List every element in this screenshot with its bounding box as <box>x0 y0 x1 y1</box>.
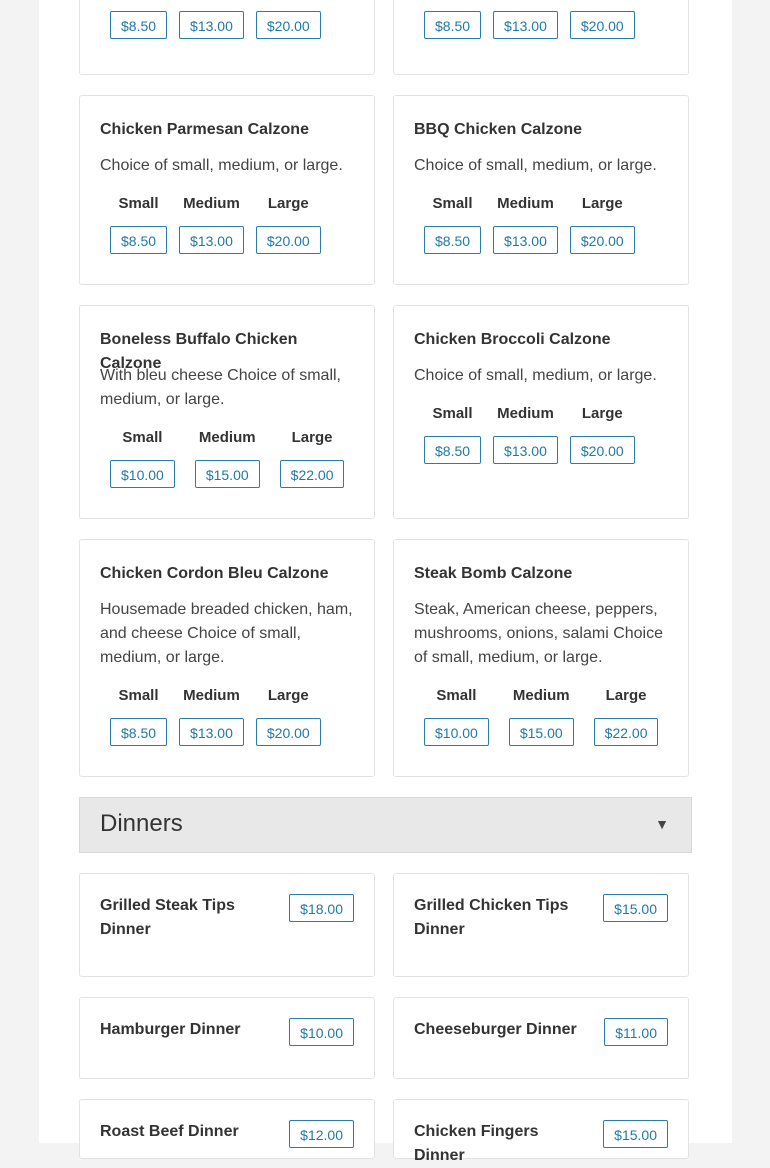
size-options <box>414 684 668 746</box>
item-title: Chicken Broccoli Calzone <box>414 331 611 348</box>
price-button[interactable]: $8.50 <box>110 718 167 746</box>
size-label: Large <box>291 429 333 446</box>
menu-item-card[interactable] <box>79 997 375 1079</box>
size-label: Small <box>432 195 473 212</box>
item-title: Grilled Chicken Tips Dinner <box>414 897 569 938</box>
size-label: Small <box>118 195 159 212</box>
menu-item-card[interactable] <box>79 95 375 285</box>
menu-item-card[interactable] <box>393 305 689 519</box>
size-options <box>414 192 668 254</box>
price-button[interactable]: $20.00 <box>570 226 635 254</box>
item-title: Hamburger Dinner <box>100 1021 241 1038</box>
size-label: Medium <box>497 405 554 422</box>
size-label: Medium <box>183 195 240 212</box>
size-label: Small <box>432 405 473 422</box>
size-label: Large <box>267 195 309 212</box>
price-button[interactable]: $11.00 <box>604 1018 668 1046</box>
price-button[interactable]: $15.00 <box>509 718 574 746</box>
item-description: Choice of small, medium, or large. <box>100 157 343 174</box>
price-button[interactable]: $13.00 <box>179 11 244 39</box>
price-button[interactable]: $15.00 <box>603 894 668 922</box>
menu-item-card[interactable] <box>393 873 689 977</box>
price-button[interactable]: $20.00 <box>256 11 321 39</box>
price-button[interactable]: $22.00 <box>594 718 659 746</box>
price-button[interactable]: $8.50 <box>424 436 481 464</box>
size-label: Large <box>581 195 623 212</box>
price-button[interactable]: $13.00 <box>179 718 244 746</box>
price-button[interactable]: $8.50 <box>424 226 481 254</box>
size-options <box>414 0 668 39</box>
price-button[interactable]: $13.00 <box>493 226 558 254</box>
price-button[interactable]: $13.00 <box>493 436 558 464</box>
size-label: Small <box>122 429 163 446</box>
size-label: Small <box>118 687 159 704</box>
size-label: Medium <box>198 429 256 446</box>
price-button[interactable]: $10.00 <box>110 460 175 488</box>
item-title: Cheeseburger Dinner <box>414 1021 577 1038</box>
price-button[interactable]: $10.00 <box>424 718 489 746</box>
price-button[interactable]: $15.00 <box>195 460 260 488</box>
chevron-down-icon[interactable]: ▼ <box>655 816 669 832</box>
item-title: Roast Beef Dinner <box>100 1123 239 1140</box>
size-label: Large <box>605 687 647 704</box>
price-button[interactable]: $8.50 <box>110 11 167 39</box>
menu-item-card[interactable] <box>79 305 375 519</box>
item-title: Chicken Fingers Dinner <box>414 1123 539 1164</box>
menu-item-card[interactable] <box>79 873 375 977</box>
item-title: Boneless Buffalo Chicken Calzone <box>100 331 298 372</box>
size-options <box>414 402 668 464</box>
item-description: With bleu cheese Choice of small, medium, or large. <box>100 367 341 408</box>
item-title: Chicken Cordon Bleu Calzone <box>100 565 329 582</box>
price-button[interactable]: $15.00 <box>603 1120 668 1148</box>
menu-item-card[interactable] <box>393 1099 689 1164</box>
price-button[interactable]: $13.00 <box>493 11 558 39</box>
item-title: BBQ Chicken Calzone <box>414 121 583 138</box>
menu-item-card[interactable] <box>393 0 689 75</box>
size-options <box>100 684 354 746</box>
menu-item-card[interactable] <box>79 0 375 75</box>
price-button[interactable]: $18.00 <box>289 894 354 922</box>
menu-item-card[interactable] <box>79 539 375 777</box>
size-label: Medium <box>512 687 570 704</box>
item-title: Steak Bomb Calzone <box>414 565 573 582</box>
price-button[interactable]: $12.00 <box>289 1120 354 1148</box>
item-description: Choice of small, medium, or large. <box>414 367 657 384</box>
size-options <box>100 0 354 39</box>
size-label: Large <box>581 405 623 422</box>
size-options <box>100 426 354 488</box>
price-button[interactable]: $20.00 <box>570 11 635 39</box>
price-button[interactable]: $20.00 <box>256 226 321 254</box>
size-label: Small <box>436 687 477 704</box>
size-label: Large <box>267 687 309 704</box>
menu-item-card[interactable] <box>393 539 689 777</box>
size-label: Medium <box>183 687 240 704</box>
item-title: Chicken Parmesan Calzone <box>100 121 309 138</box>
size-options <box>100 192 354 254</box>
section-header-dinners[interactable] <box>79 797 692 853</box>
price-button[interactable]: $8.50 <box>424 11 481 39</box>
price-button[interactable]: $13.00 <box>179 226 244 254</box>
menu-item-card[interactable] <box>393 997 689 1079</box>
menu-item-card[interactable] <box>79 1099 375 1159</box>
price-button[interactable]: $22.00 <box>280 460 345 488</box>
item-description: Choice of small, medium, or large. <box>414 157 657 174</box>
price-button[interactable]: $20.00 <box>256 718 321 746</box>
section-title: Dinners <box>100 810 183 837</box>
price-button[interactable]: $8.50 <box>110 226 167 254</box>
price-button[interactable]: $20.00 <box>570 436 635 464</box>
price-button[interactable]: $10.00 <box>289 1018 354 1046</box>
item-title: Grilled Steak Tips Dinner <box>100 897 235 938</box>
item-description: Steak, American cheese, peppers, mushrooms, onions, salami Choice of small, medium, or large. <box>414 601 663 666</box>
menu-item-card[interactable] <box>393 95 689 285</box>
size-label: Medium <box>497 195 554 212</box>
item-description: Housemade breaded chicken, ham, and cheese Choice of small, medium, or large. <box>100 601 353 666</box>
